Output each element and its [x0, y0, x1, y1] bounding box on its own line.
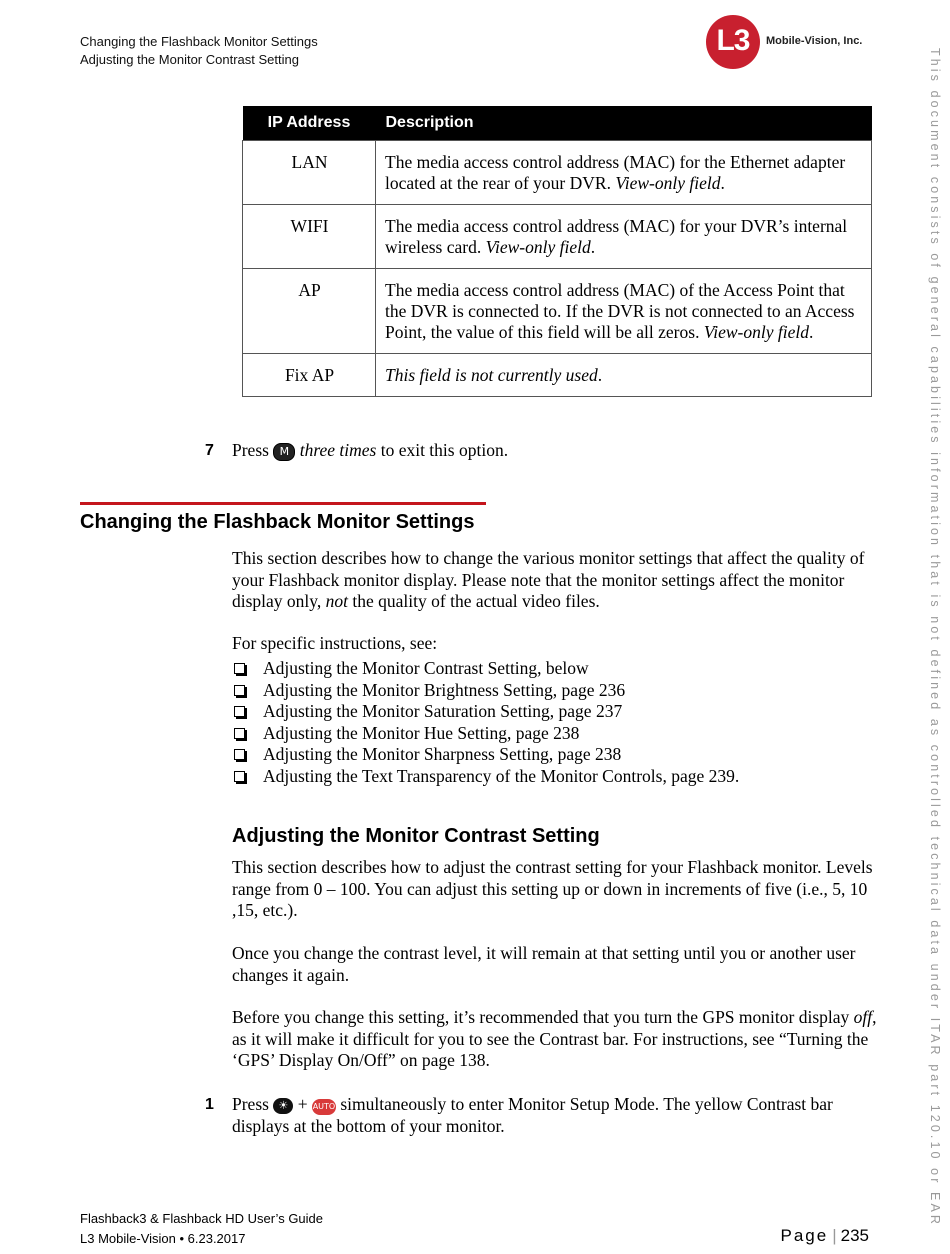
list-item[interactable]: Adjusting the Monitor Brightness Setting, page 236 — [232, 680, 739, 702]
table-row — [243, 354, 872, 397]
section-intro-paragraph: This section describes how to change the various monitor settings that affect the quality of your Flashback monitor display. Please note that the monitor settings affect the monitor display only, not the quality of the actual video files. — [232, 548, 865, 611]
step-1: 1 Press ☀ + AUTO simultaneously to enter Monitor Setup Mode. The yellow Contrast bar displays at the bottom of your monitor. — [205, 1094, 833, 1136]
list-item[interactable]: Adjusting the Monitor Sharpness Setting, page 238 — [232, 744, 739, 766]
checkbox-bullet-icon — [234, 706, 245, 717]
table-row — [243, 141, 872, 205]
section-title: Changing the Flashback Monitor Settings — [80, 511, 475, 533]
cell-field-name: WIFI — [243, 205, 376, 269]
mac-address-table — [242, 106, 872, 397]
checkbox-bullet-icon — [234, 685, 245, 696]
list-item[interactable]: Adjusting the Monitor Contrast Setting, below — [232, 658, 739, 680]
itar-watermark: This document consists of general capabilities information that is not defined as controlled technical data under ITAR part 120.10 or EAR — [928, 48, 942, 1228]
cell-description: The media access control address (MAC) for your DVR’s internal wireless card. View-only field. — [376, 205, 872, 269]
subsection-title: Adjusting the Monitor Contrast Setting — [232, 825, 600, 847]
company-logo — [706, 15, 876, 70]
step-number: 7 — [205, 442, 214, 459]
auto-button-icon: AUTO — [312, 1099, 336, 1115]
footer — [80, 1209, 323, 1249]
column-header-ip-address: IP Address — [243, 106, 376, 141]
step-7: 7 Press M three times to exit this option. — [205, 440, 509, 460]
contrast-persist-paragraph: Once you change the contrast level, it will remain at that setting until you or another user changes it again. — [232, 943, 856, 985]
footer-guide-title: Flashback3 & Flashback HD User’s Guide — [80, 1211, 324, 1226]
m-button-icon: M — [273, 443, 295, 461]
logo-text: Mobile-Vision, Inc. — [766, 35, 863, 47]
cell-description: The media access control address (MAC) of the Access Point that the DVR is connected to. If the DVR is not connected to an Access Point, the value of this field will be all zeros. View-only field. — [376, 269, 872, 354]
column-header-description: Description — [376, 106, 872, 141]
cell-field-name: AP — [243, 269, 376, 354]
see-also-list — [232, 637, 739, 787]
running-header-line2: Adjusting the Monitor Contrast Setting — [80, 52, 299, 67]
cell-field-name: LAN — [243, 141, 376, 205]
running-header — [80, 33, 318, 69]
contrast-intro-paragraph: This section describes how to adjust the contrast setting for your Flashback monitor. Levels range from 0 – 100. You can adjust this setting up or down in increments of five (i.e., 5, 10 ,15, etc.). — [232, 857, 873, 920]
checkbox-bullet-icon — [234, 749, 245, 760]
cell-field-name: Fix AP — [243, 354, 376, 397]
page-number: Page | 235 — [780, 1226, 869, 1245]
section-divider — [80, 502, 486, 505]
table-row — [243, 205, 872, 269]
step-number: 1 — [205, 1096, 214, 1113]
list-item[interactable]: Adjusting the Monitor Saturation Setting, page 237 — [232, 701, 739, 723]
running-header-line1: Changing the Flashback Monitor Settings — [80, 34, 318, 49]
checkbox-bullet-icon — [234, 663, 245, 674]
list-item[interactable]: Adjusting the Text Transparency of the Monitor Controls, page 239. — [232, 766, 739, 788]
contrast-gps-paragraph: Before you change this setting, it’s recommended that you turn the GPS monitor display off, as it will make it difficult for you to see the Contrast bar. For instructions, see “Turning the ‘GPS’ Display On/Off” on page 138. — [232, 1007, 877, 1070]
table-row — [243, 269, 872, 354]
logo-mark: L3 — [706, 15, 760, 69]
checkbox-bullet-icon — [234, 728, 245, 739]
checkbox-bullet-icon — [234, 771, 245, 782]
table-header-row — [243, 106, 872, 141]
list-item[interactable]: Adjusting the Monitor Hue Setting, page 238 — [232, 723, 739, 745]
cell-description: The media access control address (MAC) for the Ethernet adapter located at the rear of your DVR. View-only field. — [376, 141, 872, 205]
brightness-button-icon: ☀ — [273, 1098, 293, 1114]
cell-description: This field is not currently used. — [376, 354, 872, 397]
see-also-label: For specific instructions, see: — [232, 633, 438, 653]
footer-company-date: L3 Mobile-Vision • 6.23.2017 — [80, 1231, 246, 1246]
